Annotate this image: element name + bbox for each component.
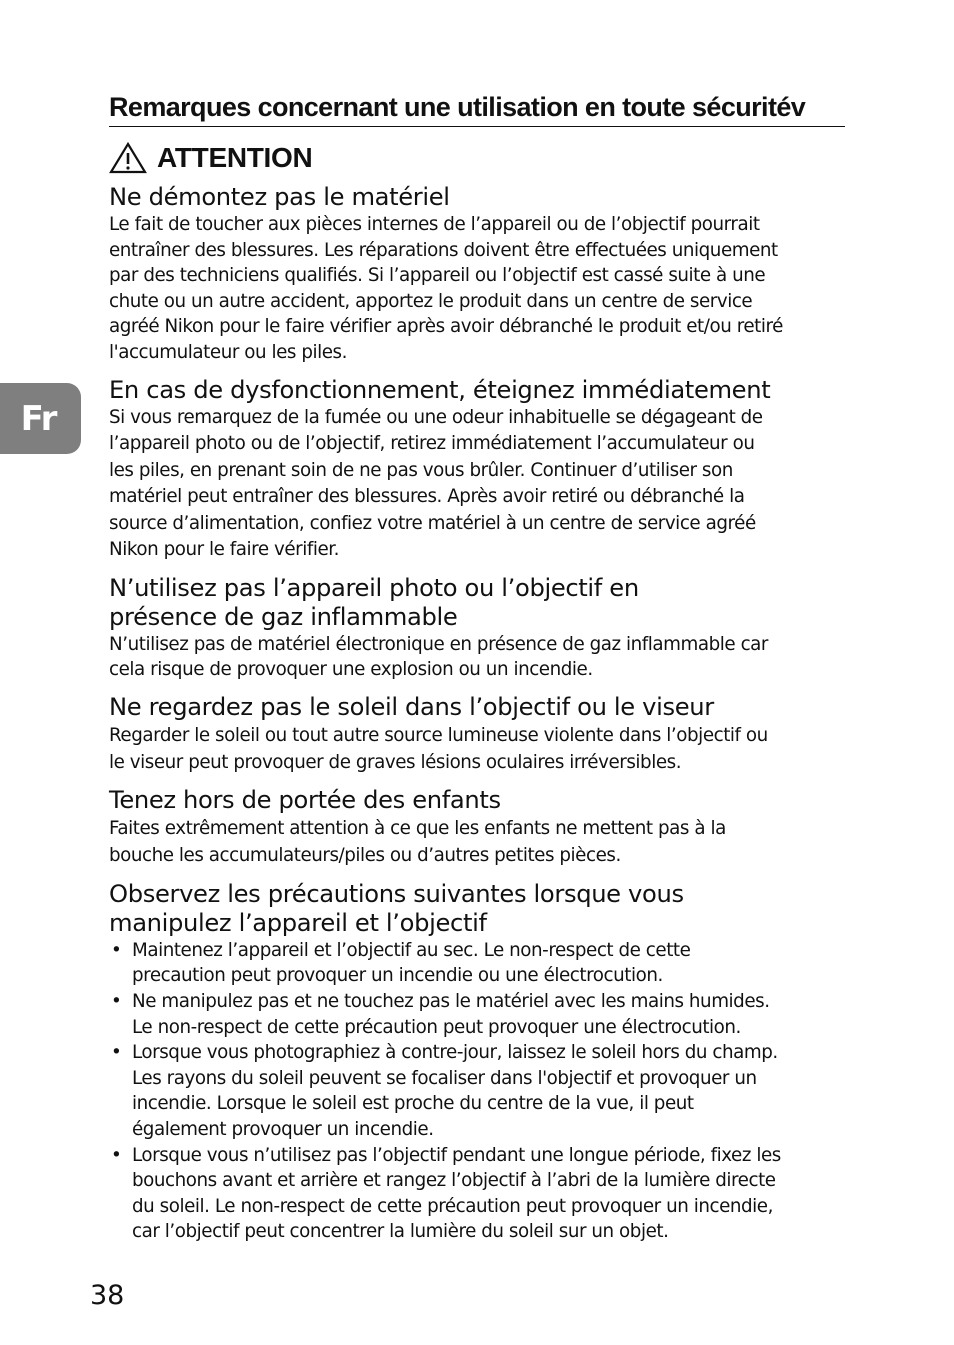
bullet-icon: • [111, 939, 122, 961]
section-disassembly [109, 183, 854, 366]
list-item-text: Lorsque vous photographiez à contre-jour, laissez le soleil hors du champ. Les rayons du soleil peuvent se focaliser dans l'objectif et provoquer un incendie. Lorsque le soleil est proche du centre de la vue, il peut également provoquer un incendie. [132, 1042, 778, 1140]
list-item [109, 1040, 854, 1142]
section-heading: Observez les précautions suivantes lorsque vous manipulez l’appareil et l’objectif [109, 879, 684, 937]
section-body: Faites extrêmement attention à ce que les enfants ne mettent pas à la bouche les accumulateurs/piles ou d’autres petites pièces. [109, 817, 726, 867]
section-heading: Ne démontez pas le matériel [109, 183, 450, 211]
section-sun [109, 693, 854, 776]
page-number: 38 [90, 1280, 125, 1311]
list-item-text: Lorsque vous n’utilisez pas l’objectif pendant une longue période, fixez les bouchons avant et arrière et rangez l’objectif à l’abri de la lumière directe du soleil. Le non-respect de cette précaution peut provoquer un incendie, car l’objectif peut concentrer la lumière du soleil sur un objet. [132, 1144, 781, 1243]
list-item [109, 989, 854, 1040]
list-item [109, 1143, 854, 1245]
section-heading: Tenez hors de portée des enfants [109, 785, 501, 814]
language-tab [0, 383, 81, 454]
section-body: Le fait de toucher aux pièces internes de l’appareil ou de l’objectif pourrait entraîner des blessures. Les réparations doivent être effectuées uniquement par des techniciens qualifiés. Si l’appareil ou l’objectif est cassé suite à une chute ou un autre accident, apportez le produit dans un centre de service agréé Nikon pour le faire vérifier après avoir débranché le produit et/ou retiré l'accumulateur ou les piles. [109, 214, 783, 363]
attention-heading [109, 138, 312, 178]
list-item [109, 938, 854, 989]
section-body: Regarder le soleil ou tout autre source lumineuse violente dans l’objectif ou le viseur peut provoquer de graves lésions oculaires irréversibles. [109, 724, 768, 773]
bullet-icon: • [111, 1042, 122, 1064]
bullet-icon: • [111, 1144, 122, 1166]
precautions-list [109, 938, 854, 1245]
language-tab-label: Fr [20, 398, 57, 439]
section-body: Si vous remarquez de la fumée ou une odeur inhabituelle se dégageant de l’appareil photo ou de l’objectif, retirez immédiatement l’accumulateur ou les piles, en prenant soin de ne pas vous brûler. Continuer d’utiliser son matériel peut entraîner des blessures. Après avoir retiré ou débranché la source d’alimentation, confiez votre matériel à un centre de service agréé Nikon pour le faire vérifier. [109, 406, 763, 561]
section-heading: En cas de dysfonctionnement, éteignez immédiatement [109, 375, 771, 404]
section-body: N’utilisez pas de matériel électronique en présence de gaz inflammable car cela risque de provoquer une explosion ou un incendie. [109, 633, 768, 681]
attention-label: ATTENTION [157, 142, 313, 173]
warning-triangle-icon [109, 142, 147, 174]
bullet-icon: • [111, 990, 122, 1012]
section-precautions [109, 880, 854, 1245]
section-flammable-gas [109, 574, 854, 683]
section-malfunction [109, 376, 854, 564]
section-heading: Ne regardez pas le soleil dans l’objectif ou le viseur [109, 692, 714, 721]
section-heading: N’utilisez pas l’appareil photo ou l’objectif en présence de gaz inflammable [109, 573, 639, 631]
section-children [109, 786, 854, 870]
list-item-text: Maintenez l’appareil et l’objectif au sec. Le non-respect de cette precaution peut provoquer un incendie ou une électrocution. [132, 939, 691, 987]
safety-content [109, 183, 854, 1255]
list-item-text: Ne manipulez pas et ne touchez pas le matériel avec les mains humides. Le non-respect de cette précaution peut provoquer une électrocution. [132, 990, 770, 1038]
page-title: Remarques concernant une utilisation en toute sécuritév [109, 88, 845, 127]
